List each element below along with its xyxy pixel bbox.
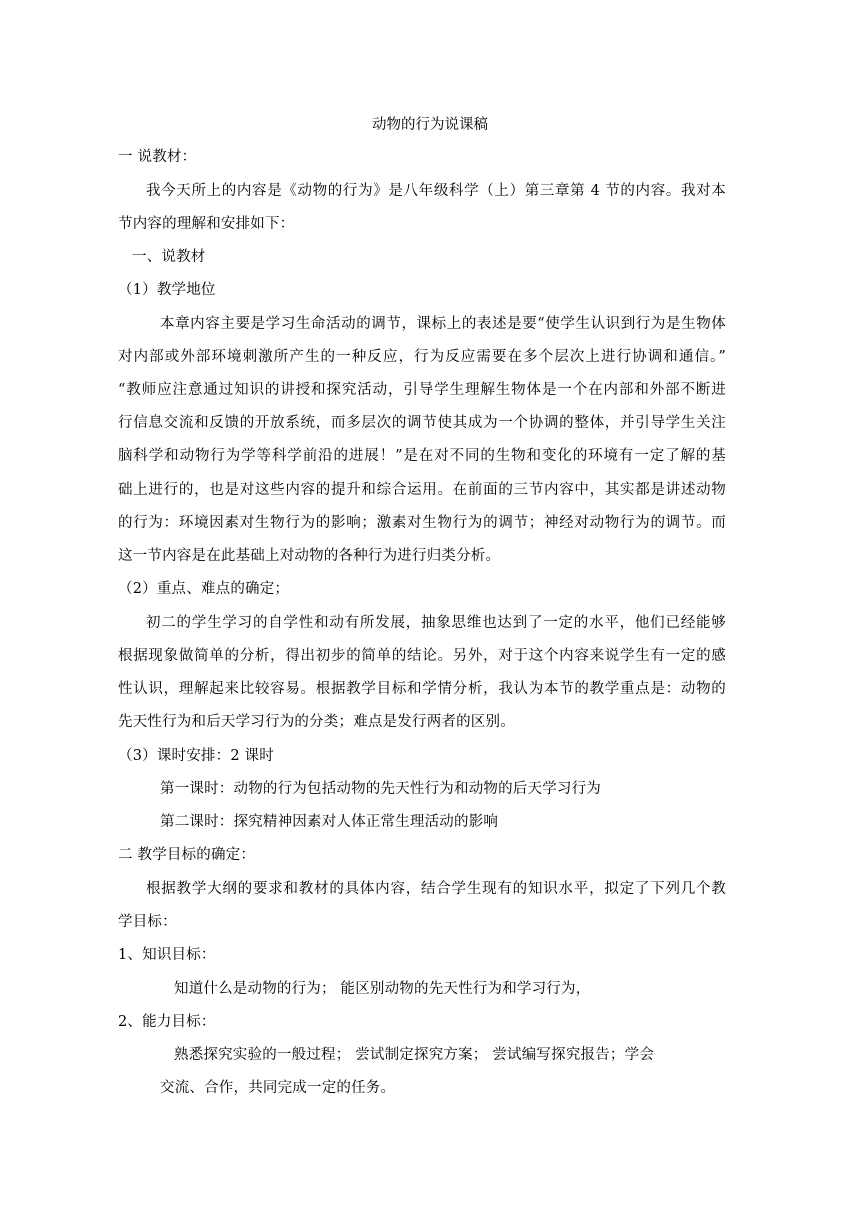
paragraph-line: 这一节内容是在此基础上对动物的各种行为进行归类分析。 xyxy=(118,548,501,564)
paragraph-line: 我今天所上的内容是《动物的行为》是八年级科学（上）第三章第 4 节的内容。我对本 xyxy=(146,183,726,199)
subsection-heading: 一、说教材 xyxy=(132,249,206,265)
section-heading-2: 二 教学目标的确定： xyxy=(118,847,256,863)
paragraph-line: 第一课时：动物的行为包括动物的先天性行为和动物的后天学习行为 xyxy=(160,781,601,797)
paragraph-line: 的行为：环境因素对生物行为的影响；激素对生物行为的调节；神经对动物行为的调节。而 xyxy=(118,515,726,531)
subsection-heading: 2、能力目标： xyxy=(118,1014,216,1030)
paragraph-line: 根据现象做简单的分析，得出初步的简单的结论。另外，对于这个内容来说学生有一定的感 xyxy=(118,648,726,664)
paragraph-line: 熟悉探究实验的一般过程； 尝试制定探究方案； 尝试编写探究报告；学会 xyxy=(174,1047,655,1063)
paragraph-line: 先天性行为和后天学习行为的分类；难点是发行两者的区别。 xyxy=(118,714,515,730)
paragraph-line: 性认识，理解起来比较容易。根据教学目标和学情分析，我认为本节的教学重点是：动物的 xyxy=(118,681,726,697)
subsection-heading: （3）课时安排：2 课时 xyxy=(118,748,274,764)
paragraph-line: 础上进行的，也是对这些内容的提升和综合运用。在前面的三节内容中，其实都是讲述动物 xyxy=(118,482,726,498)
paragraph-line: 知道什么是动物的行为； 能区别动物的先天性行为和学习行为， xyxy=(174,981,591,997)
paragraph-line: 脑科学和动物行为学等科学前沿的进展！”是在对不同的生物和变化的环境有一定了解的基 xyxy=(118,448,726,464)
paragraph-line: 初二的学生学习的自学性和动有所发展，抽象思维也达到了一定的水平，他们已经能够 xyxy=(146,615,726,631)
document-title: 动物的行为说课稿 xyxy=(372,117,488,133)
paragraph-line: 根据教学大纲的要求和教材的具体内容，结合学生现有的知识水平，拟定了下列几个教 xyxy=(146,881,726,897)
subsection-heading: 1、知识目标： xyxy=(118,947,216,963)
paragraph-line: 第二课时：探究精神因素对人体正常生理活动的影响 xyxy=(160,814,499,830)
subsection-heading: （2）重点、难点的确定； xyxy=(118,581,290,597)
section-heading-1: 一 说教材： xyxy=(118,149,197,165)
paragraph-line: 学目标： xyxy=(118,914,177,930)
paragraph-line: 对内部或外部环境刺激所产生的一种反应，行为反应需要在多个层次上进行协调和通信。” xyxy=(118,349,726,365)
paragraph-line: 行信息交流和反馈的开放系统，而多层次的调节使其成为一个协调的整体，并引导学生关注 xyxy=(118,415,726,431)
paragraph-line: “教师应注意通过知识的讲授和探究活动，引导学生理解生物体是一个在内部和外部不断进 xyxy=(118,382,726,398)
paragraph-line: 交流、合作，共同完成一定的任务。 xyxy=(160,1080,396,1096)
paragraph-line: 本章内容主要是学习生命活动的调节，课标上的表述是要“使学生认识到行为是生物体 xyxy=(160,316,726,332)
paragraph-line: 节内容的理解和安排如下： xyxy=(118,216,295,232)
subsection-heading: （1）教学地位 xyxy=(118,282,216,298)
